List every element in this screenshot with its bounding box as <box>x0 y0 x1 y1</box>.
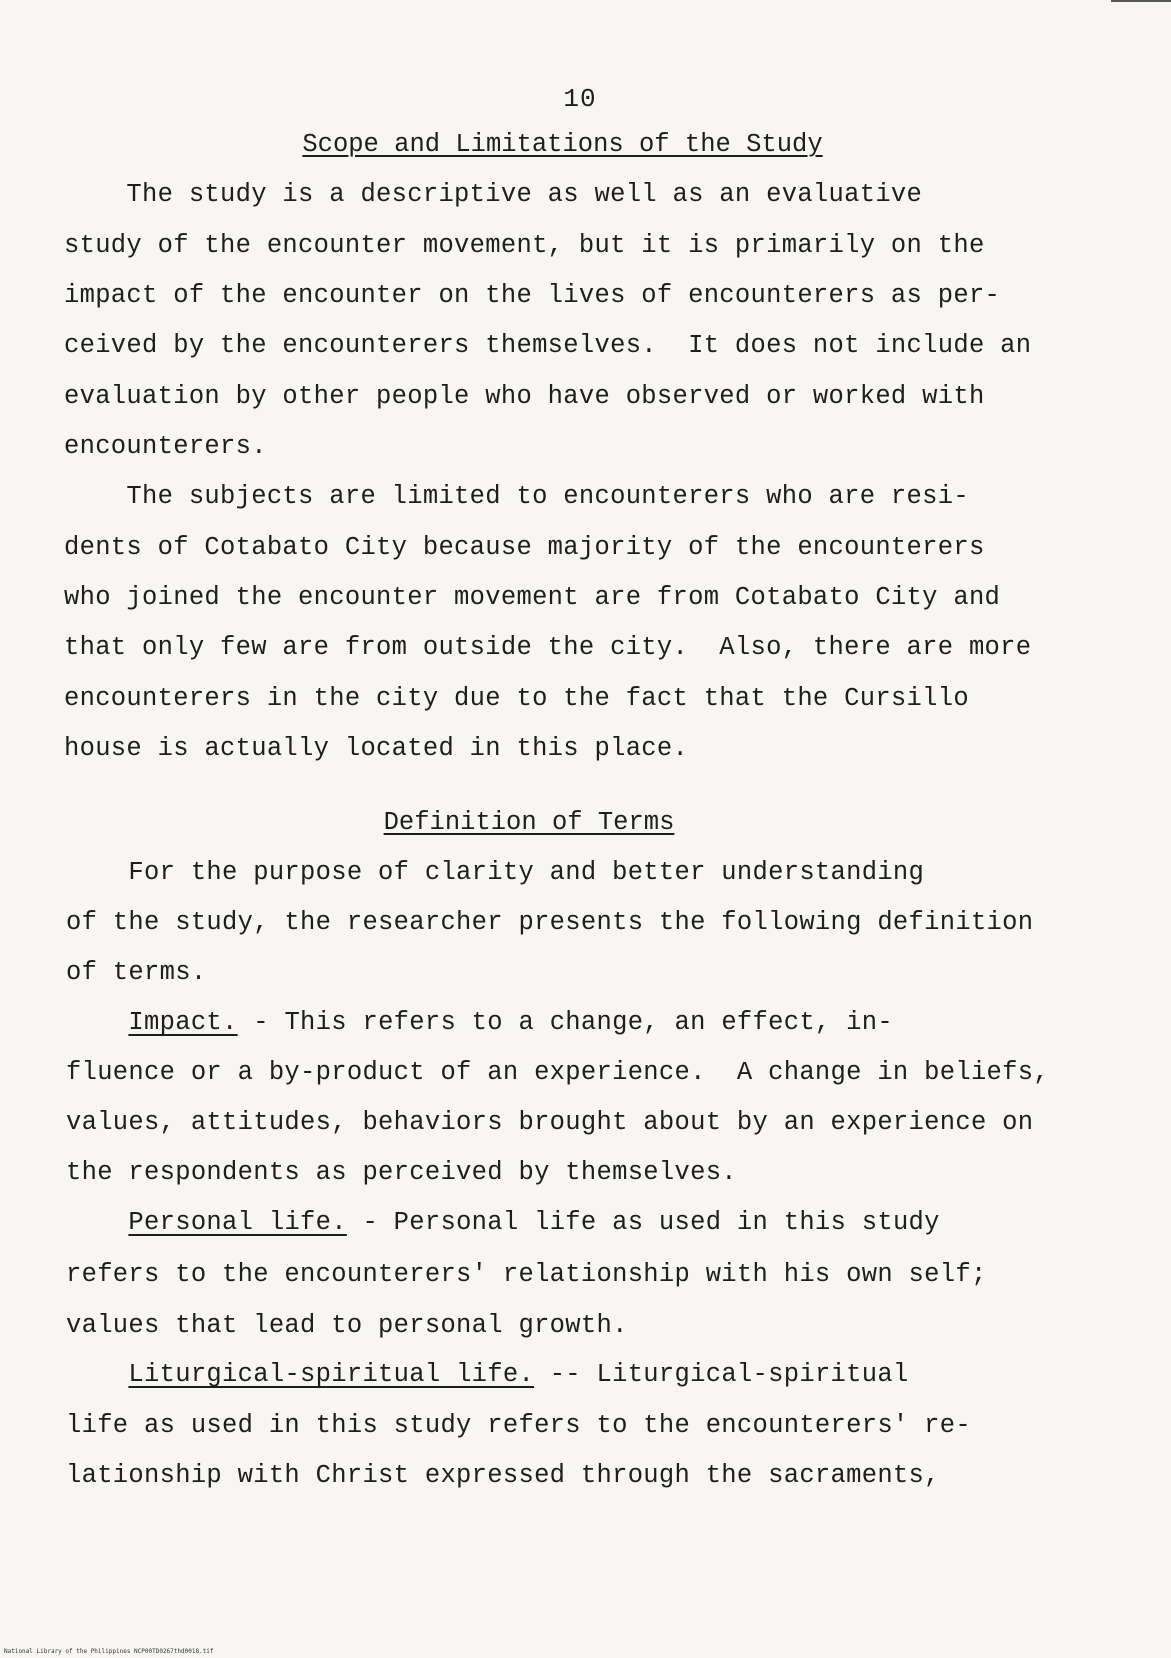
paragraph-line: For the purpose of clarity and better understanding <box>66 858 925 887</box>
term-impact-rest: - This refers to a change, an effect, in- <box>237 1008 893 1037</box>
paragraph-line: encounterers in the city due to the fact that the Cursillo <box>64 684 969 713</box>
scan-edge-rule <box>1111 0 1171 2</box>
paragraph-line: evaluation by other people who have observed or worked with <box>64 382 985 411</box>
paragraph-line: encounterers. <box>64 432 267 461</box>
paragraph-line: dents of Cotabato City because majority of the encounterers <box>64 533 985 562</box>
paragraph-line: the respondents as perceived by themselves. <box>66 1158 737 1187</box>
paragraph-line: life as used in this study refers to the encounterers' re- <box>66 1411 971 1440</box>
term-liturgical-spiritual-life-rest: -- Liturgical-spiritual <box>534 1360 909 1389</box>
paragraph-line: of the study, the researcher presents the following definition <box>66 908 1034 937</box>
section-heading-scope <box>0 130 1125 159</box>
term-personal-life-rest: - Personal life as used in this study <box>346 1208 940 1237</box>
paragraph-line: study of the encounter movement, but it is primarily on the <box>64 231 985 260</box>
term-definition-first-line <box>66 1008 893 1037</box>
page-number: 10 <box>563 84 597 114</box>
paragraph-line: values that lead to personal growth. <box>66 1311 628 1340</box>
paragraph-line: of terms. <box>66 958 207 987</box>
section-heading-scope-text: Scope and Limitations of the Study <box>302 130 823 159</box>
paragraph-line: lationship with Christ expressed through the sacraments, <box>66 1461 940 1490</box>
term-impact: Impact. <box>128 1008 238 1037</box>
paragraph-line: refers to the encounterers' relationship with his own self; <box>66 1260 987 1289</box>
term-liturgical-spiritual-life: Liturgical-spiritual life. <box>128 1360 535 1389</box>
paragraph-line: impact of the encounter on the lives of encounterers as per- <box>64 281 1001 310</box>
scan-credit: National Library of the Philippines NCP00TD0267thd0018.tif <box>4 1648 214 1655</box>
section-heading-definition-text: Definition of Terms <box>383 808 675 837</box>
paragraph-line: that only few are from outside the city. Also, there are more <box>64 633 1032 662</box>
paragraph-line: values, attitudes, behaviors brought about by an experience on <box>66 1108 1034 1137</box>
term-personal-life: Personal life. <box>128 1208 347 1237</box>
paragraph-line: who joined the encounter movement are from Cotabato City and <box>64 583 1001 612</box>
term-definition-first-line <box>66 1360 909 1389</box>
section-heading-definition <box>0 808 1058 837</box>
paragraph-line: The subjects are limited to encounterers who are resi- <box>64 482 969 511</box>
paragraph-line: ceived by the encounterers themselves. It does not include an <box>64 331 1032 360</box>
paragraph-line: The study is a descriptive as well as an evaluative <box>64 180 923 209</box>
paragraph-line: house is actually located in this place. <box>64 734 689 763</box>
term-definition-first-line <box>66 1208 940 1237</box>
paragraph-line: fluence or a by-product of an experience. A change in beliefs, <box>66 1058 1049 1087</box>
